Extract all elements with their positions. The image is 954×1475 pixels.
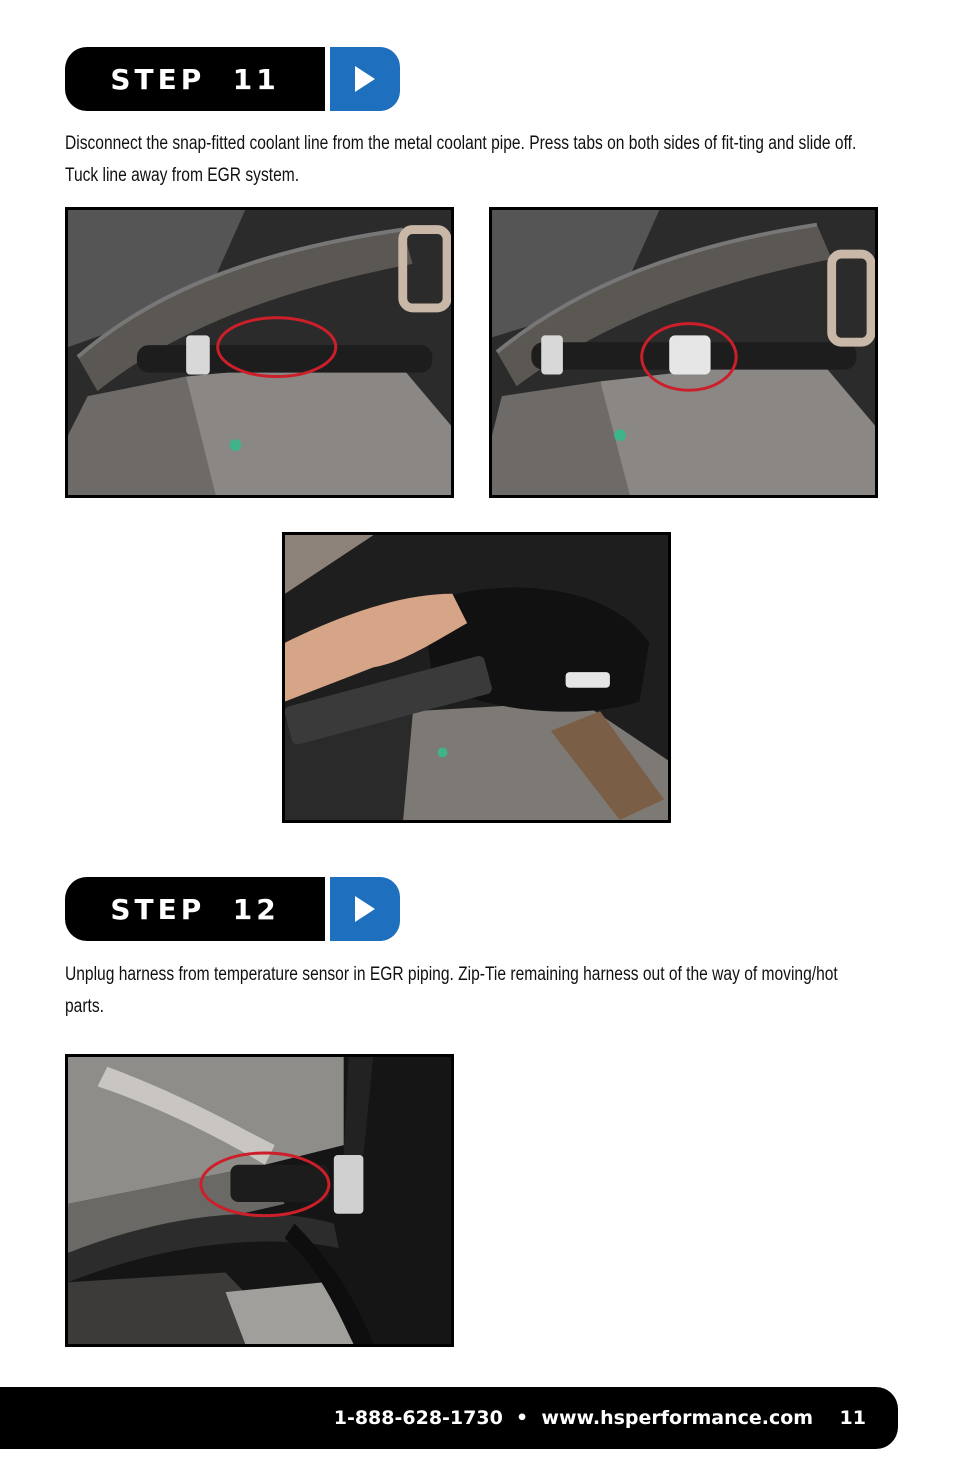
step-11-label: STEP 11 (110, 62, 280, 96)
step-12-label: STEP 12 (110, 892, 280, 926)
step-11-arrow-box (330, 47, 400, 111)
step-12-instructions: Unplug harness from temperature sensor in EGR piping. Zip-Tie remaining harness out of the way of moving/hot parts. (65, 964, 838, 1017)
step-11-banner (65, 47, 400, 111)
step-12-label-box (65, 877, 325, 941)
play-arrow-icon (352, 894, 378, 924)
step-11-label-box (65, 47, 325, 111)
step-11-instructions: Disconnect the snap-fitted coolant line from the metal coolant pipe. Press tabs on both sides of fit-ting and slide off. Tuck line away from EGR system. (65, 133, 857, 186)
footer-contact: 1-888-628-1730 • www.hsperformance.com 11 (333, 1407, 866, 1429)
step-12-arrow-box (330, 877, 400, 941)
page-footer (0, 1387, 898, 1449)
play-arrow-icon (352, 64, 378, 94)
step-12-banner (65, 877, 400, 941)
step-11-photo-3 (282, 532, 671, 823)
step-11-photo-1 (65, 207, 454, 498)
step-11-photo-2 (489, 207, 878, 498)
step-12-photo (65, 1054, 454, 1347)
